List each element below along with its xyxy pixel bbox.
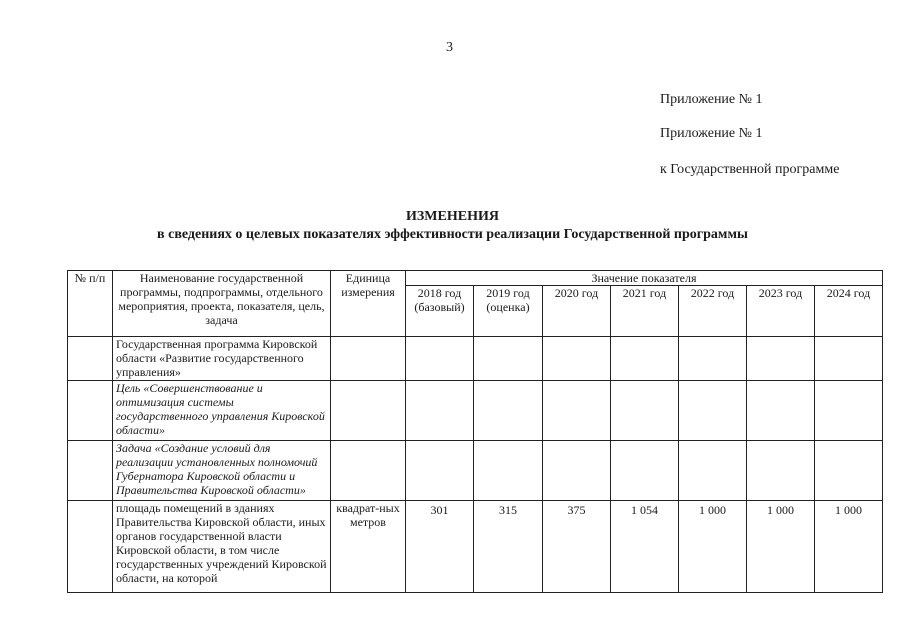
row-name: Цель «Совершенствование и оптимизация системы государственного управления Кировской области»	[113, 381, 331, 441]
row-num	[68, 441, 113, 501]
row-value	[679, 337, 747, 381]
row-value	[611, 441, 679, 501]
row-num	[68, 381, 113, 441]
row-value	[815, 381, 883, 441]
row-value	[543, 381, 611, 441]
row-unit	[331, 337, 406, 381]
header-year: 2024 год	[815, 286, 883, 337]
appendix-reference: к Государственной программе	[660, 162, 840, 177]
row-value	[543, 441, 611, 501]
row-value	[611, 381, 679, 441]
header-year: 2018 год (базовый)	[406, 286, 474, 337]
row-value	[406, 381, 474, 441]
row-value	[474, 381, 543, 441]
row-value	[747, 441, 815, 501]
document-subtitle: в сведениях о целевых показателях эффективности реализации Государственной программы	[157, 227, 748, 242]
row-name: Государственная программа Кировской области «Развитие государственного управления»	[113, 337, 331, 381]
row-value: 375	[543, 501, 611, 593]
header-num: № п/п	[68, 271, 113, 337]
row-value	[611, 337, 679, 381]
row-value	[679, 441, 747, 501]
row-value	[474, 337, 543, 381]
row-value	[815, 441, 883, 501]
header-year: 2021 год	[611, 286, 679, 337]
row-value: 1 000	[815, 501, 883, 593]
header-year: 2020 год	[543, 286, 611, 337]
row-value	[815, 337, 883, 381]
table-row	[68, 501, 883, 593]
row-value	[679, 381, 747, 441]
header-year: 2022 год	[679, 286, 747, 337]
document-title: ИЗМЕНЕНИЯ	[406, 209, 499, 224]
table-row	[68, 337, 883, 381]
row-value: 315	[474, 501, 543, 593]
table-row	[68, 381, 883, 441]
row-value	[406, 441, 474, 501]
row-name: Задача «Создание условий для реализации установленных полномочий Губернатора Кировской области и Правительства Кировской области»	[113, 441, 331, 501]
appendix-label: Приложение № 1	[660, 92, 763, 107]
row-num	[68, 337, 113, 381]
row-value: 1 000	[679, 501, 747, 593]
header-value-group: Значение показателя	[406, 271, 883, 286]
row-value	[406, 337, 474, 381]
row-num	[68, 501, 113, 593]
row-value: 301	[406, 501, 474, 593]
row-name: площадь помещений в зданиях Правительства Кировской области, иных органов государственной власти Кировской области, в том числе государственных учреждений Кировской области, на которой	[113, 501, 331, 593]
header-row	[68, 271, 883, 286]
row-value	[747, 381, 815, 441]
row-unit: квадрат-ных метров	[331, 501, 406, 593]
header-year: 2023 год	[747, 286, 815, 337]
header-year: 2019 год (оценка)	[474, 286, 543, 337]
table-row	[68, 441, 883, 501]
row-value: 1 000	[747, 501, 815, 593]
header-unit: Единица измерения	[331, 271, 406, 337]
row-value	[543, 337, 611, 381]
page-number: 3	[446, 40, 453, 55]
header-name: Наименование государственной программы, подпрограммы, отдельного мероприятия, проекта, показателя, цель, задача	[113, 271, 331, 337]
row-value: 1 054	[611, 501, 679, 593]
row-value	[747, 337, 815, 381]
appendix-label: Приложение № 1	[660, 126, 763, 141]
indicators-table	[67, 270, 883, 593]
row-unit	[331, 381, 406, 441]
row-unit	[331, 441, 406, 501]
row-value	[474, 441, 543, 501]
